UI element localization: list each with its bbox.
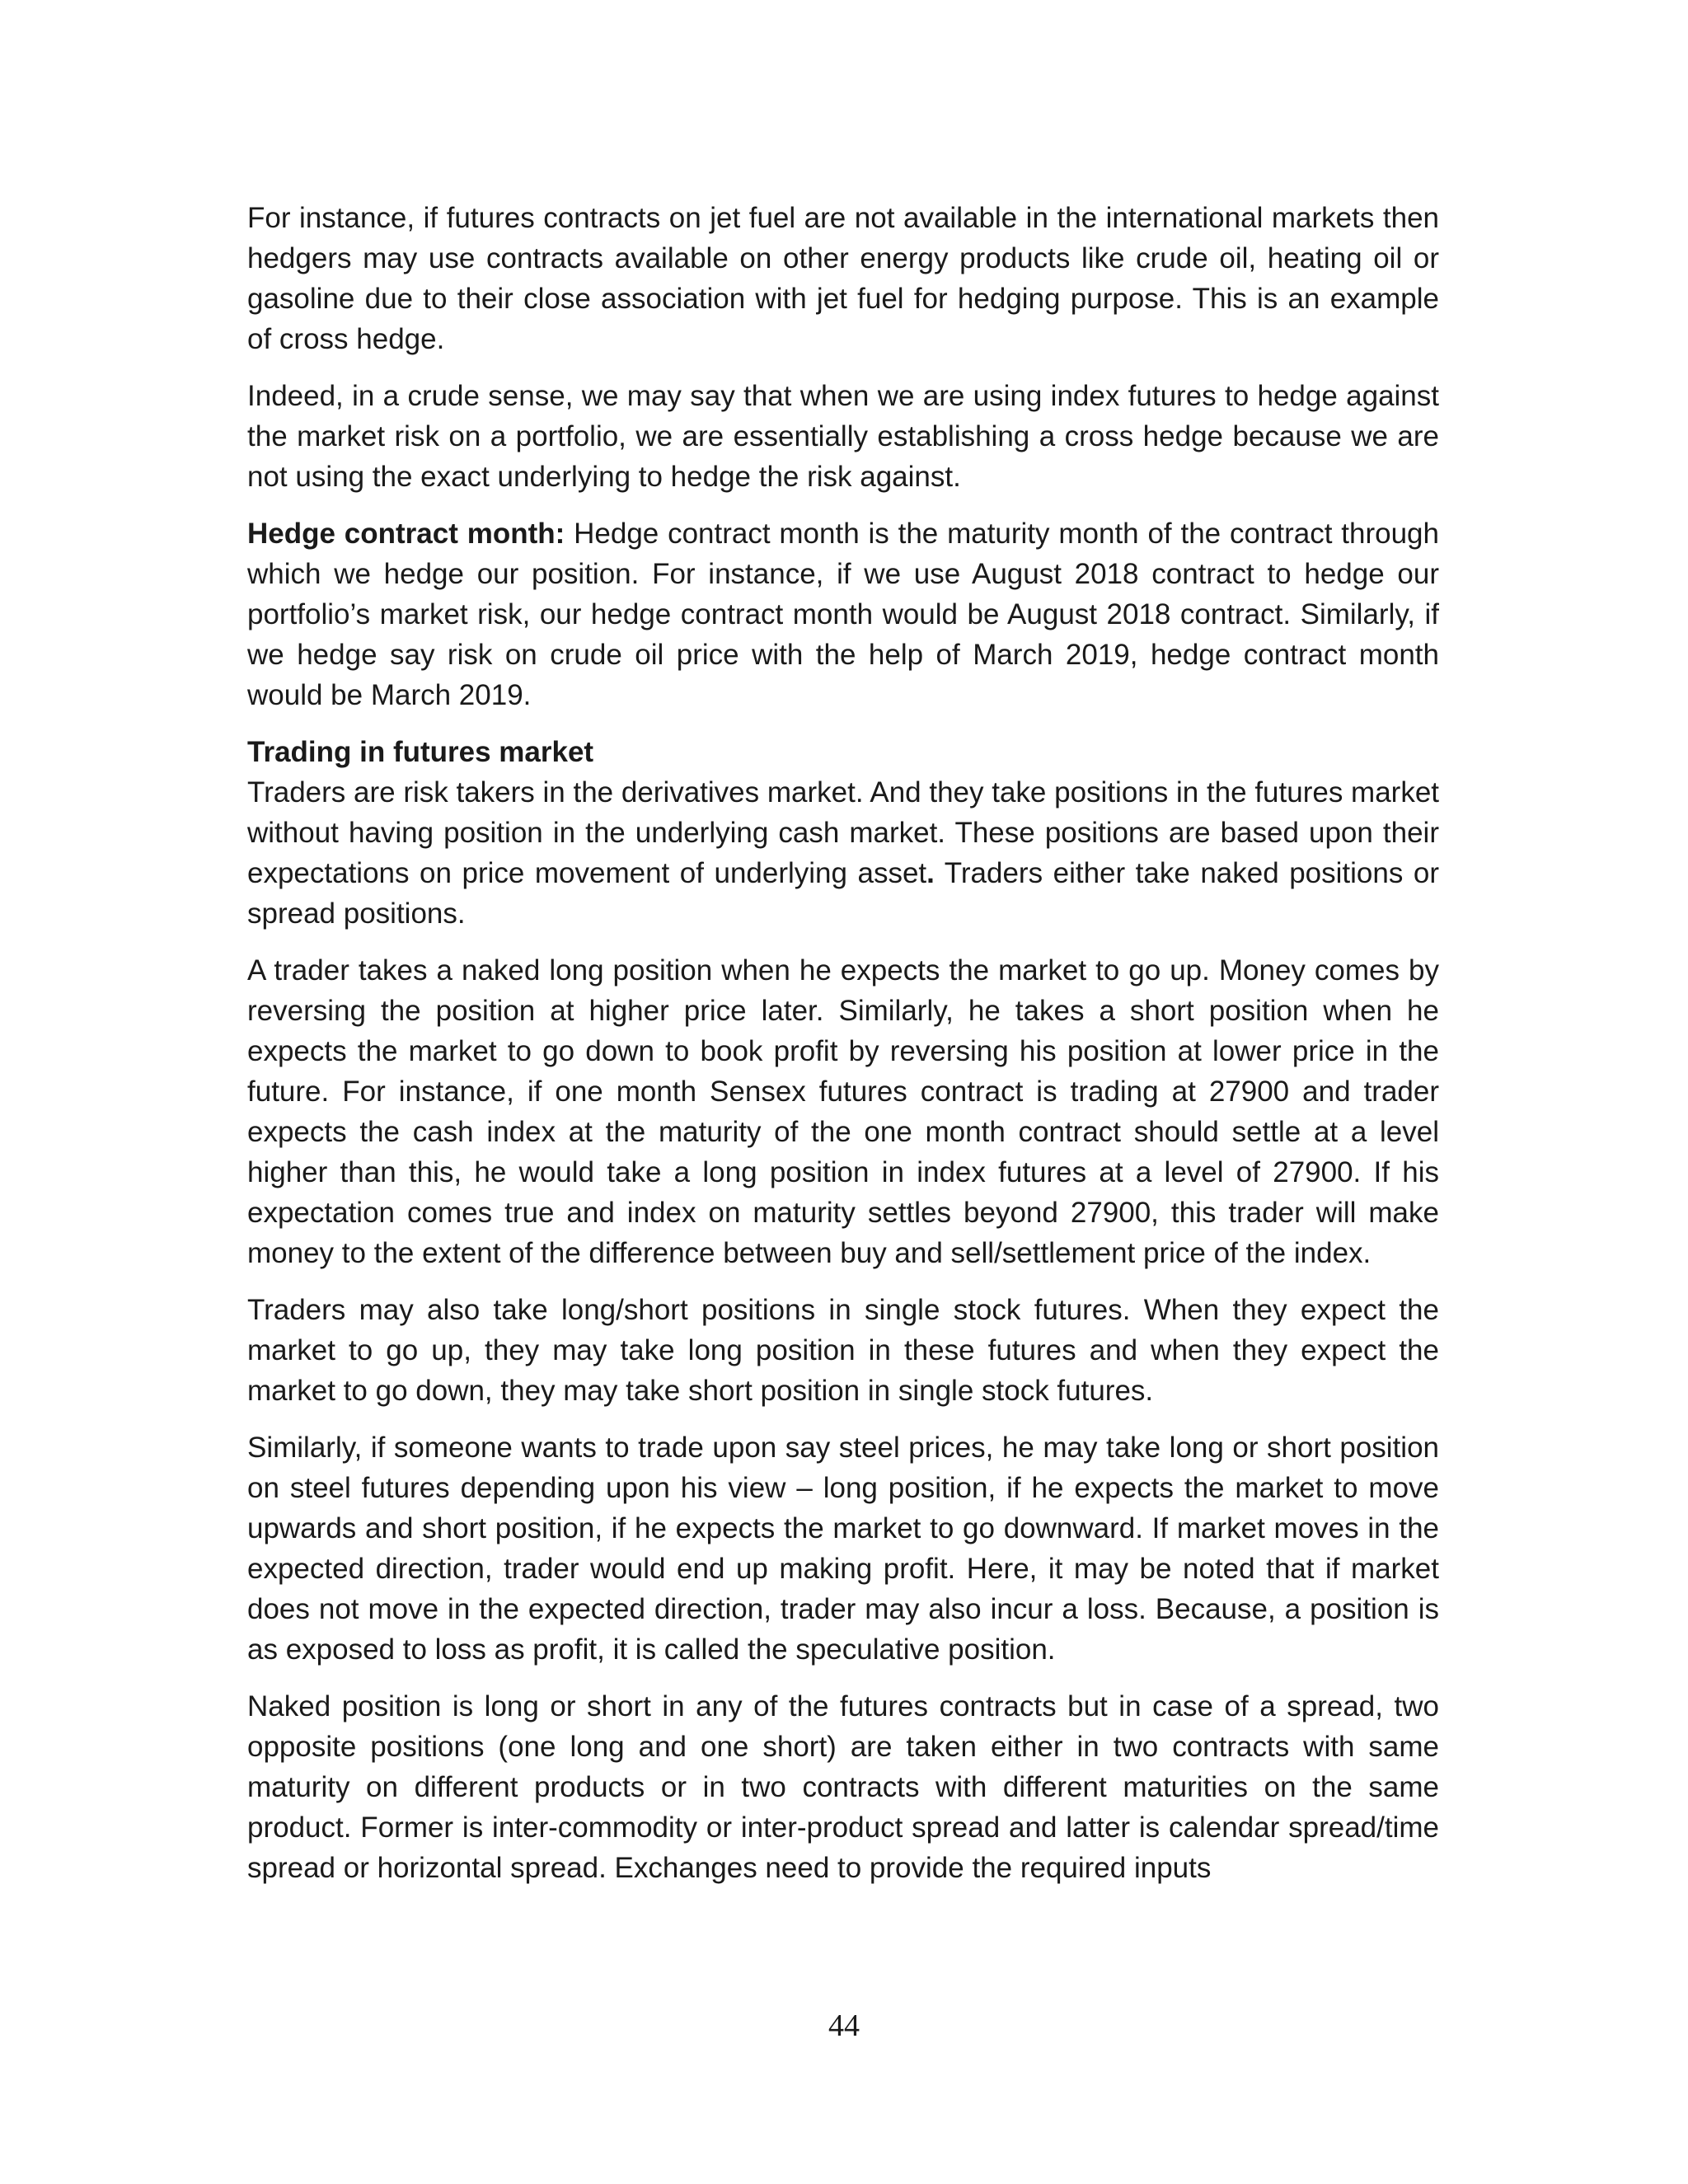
traders-text-part1: Traders are risk takers in the derivatives market. And they take positions in the futures market without having position in the underlying cash market. These positions are based upon their expectations on price movement of underlying asset — [247, 776, 1440, 889]
hedge-contract-month-definition: Hedge contract month is the maturity month of the contract through which we hedge our position. For instance, if we use August 2018 contract to hedge our portfolio’s market risk, our hedge contract month would be August 2018 contract. Similarly, if we hedge say risk on crude oil price with the help of March 2019, hedge contract month would be March 2019. — [247, 518, 1439, 711]
traders-bold-period: . — [926, 857, 935, 889]
paragraph-naked-long-position: A trader takes a naked long position when he expects the market to go up. Money comes by reversing the position at higher price later. Similarly, he takes a short position when he expects the market to go down to book profit by reversing his position at lower price in the future. For instance, if one month Sensex futures contract is trading at 27900 and trader expects the cash index at the maturity of the one month contract should settle at a level higher than this, he would take a long position in index futures at a level of 27900. If his expectation comes true and index on maturity settles beyond 27900, this trader will make money to the extent of the difference between buy and sell/settlement price of the index. — [247, 954, 1439, 1269]
paragraph-single-stock-futures: Traders may also take long/short positions in single stock futures. When they expect the market to go up, they may take long position in these futures and when they expect the market to go down, they may take short position in single stock futures. — [247, 1294, 1439, 1407]
page-body — [247, 198, 1439, 1888]
page-number: 44 — [828, 2008, 860, 2043]
paragraph-index-futures-cross-hedge: Indeed, in a crude sense, we may say that when we are using index futures to hedge against the market risk on a portfolio, we are essentially establishing a cross hedge because we are not using the exact underlying to hedge the risk against. — [247, 380, 1439, 493]
paragraph-steel-futures: Similarly, if someone wants to trade upon say steel prices, he may take long or short position on steel futures depending upon his view – long position, if he expects the market to move upwards and short position, if he expects the market to go downward. If market moves in the expected direction, trader would end up making profit. Here, it may be noted that if market does not move in the expected direction, trader may also incur a loss. Because, a position is as exposed to loss as profit, it is called the speculative position. — [247, 1432, 1439, 1666]
paragraph-cross-hedge-example: For instance, if futures contracts on jet fuel are not available in the international markets then hedgers may use contracts available on other energy products like crude oil, heating oil or gasoline due to their close association with jet fuel for hedging purpose. This is an example of cross hedge. — [247, 202, 1439, 355]
paragraph-traders-risk-takers — [247, 772, 1439, 934]
hedge-contract-month-term: Hedge contract month: — [247, 518, 565, 550]
section-heading-trading-futures: Trading in futures market — [247, 736, 594, 768]
paragraph-hedge-contract-month — [247, 513, 1439, 715]
traders-text-part2: Traders either take naked positions or spread positions. — [247, 857, 1439, 930]
paragraph-spread-positions: Naked position is long or short in any of the futures contracts but in case of a spread, two opposite positions (one long and one short) are taken either in two contracts with same maturity on different products or in two contracts with different maturities on the same product. Former is inter-commodity or inter-product spread and latter is calendar spread/time spread or horizontal spread. Exchanges need to provide the required inputs — [247, 1690, 1439, 1884]
